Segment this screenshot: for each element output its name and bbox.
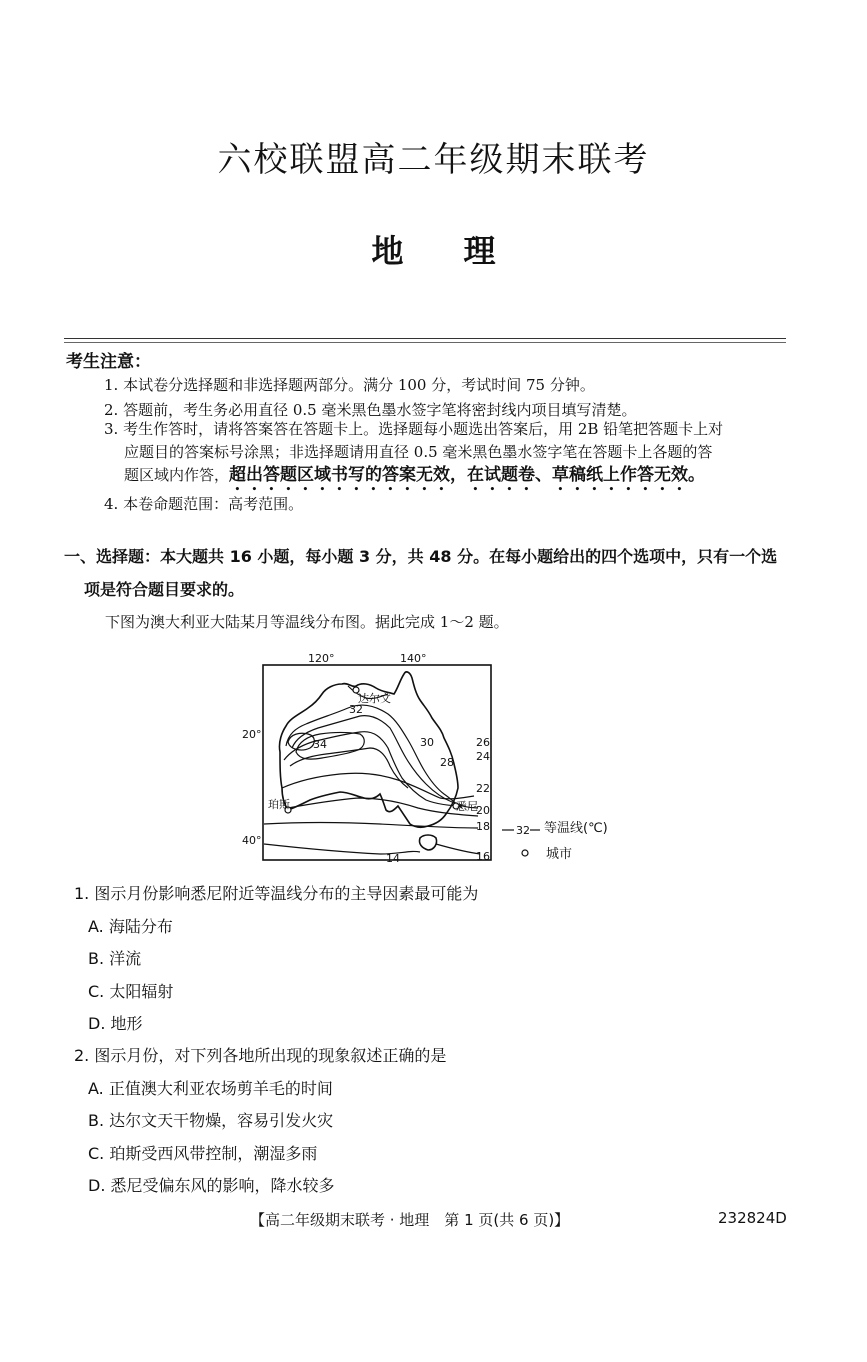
notice-item-3-end-text: 题区域内作答， bbox=[124, 466, 230, 484]
legend-city-label: 城市 bbox=[546, 847, 573, 862]
isotherm-16 bbox=[436, 844, 480, 854]
page-footer: 【高二年级期末联考 · 地理 第 1 页(共 6 页)】 bbox=[250, 1211, 570, 1229]
city-sydney-label: 悉尼 bbox=[456, 800, 478, 813]
question-1-stem: 1. 图示月份影响悉尼附近等温线分布的主导因素最可能为 bbox=[74, 884, 479, 903]
notice-item-4: 4. 本卷命题范围：高考范围。 bbox=[104, 495, 304, 513]
question-2-option-b: B. 达尔文天干物燥，容易引发火灾 bbox=[88, 1111, 334, 1130]
notice-item-1: 1. 本试卷分选择题和非选择题两部分。满分 100 分，考试时间 75 分钟。 bbox=[104, 376, 595, 394]
isotherm-label-34: 34 bbox=[313, 738, 327, 751]
isotherm-label-20: 20 bbox=[476, 804, 490, 817]
section-heading-line2: 项是符合题目要求的。 bbox=[84, 580, 245, 599]
question-2-option-a: A. 正值澳大利亚农场剪羊毛的时间 bbox=[88, 1079, 333, 1098]
lat-label-20: 20° bbox=[242, 728, 262, 741]
isotherm-label-32: 32 bbox=[349, 703, 363, 716]
city-perth-label: 珀斯 bbox=[268, 798, 290, 811]
isotherm-label-30: 30 bbox=[420, 736, 434, 749]
divider-top bbox=[64, 338, 786, 339]
notice-heading: 考生注意： bbox=[66, 352, 151, 372]
isotherm-18 bbox=[264, 823, 478, 829]
isotherm-label-16: 16 bbox=[476, 850, 490, 863]
isotherm-label-24: 24 bbox=[476, 750, 490, 763]
legend-city-marker bbox=[522, 850, 528, 856]
isotherm-label-14: 14 bbox=[386, 852, 400, 865]
isotherm-label-26: 26 bbox=[476, 736, 490, 749]
notice-item-2: 2. 答题前，考生务必用直径 0.5 毫米黑色墨水签字笔将密封线内项目填写清楚。 bbox=[104, 401, 637, 419]
legend-isotherm-label: 等温线(℃) bbox=[544, 821, 608, 836]
question-2-option-c: C. 珀斯受西风带控制，潮湿多雨 bbox=[88, 1144, 318, 1163]
notice-item-3-end bbox=[124, 463, 804, 495]
question-2-option-d: D. 悉尼受偏东风的影响，降水较多 bbox=[88, 1176, 335, 1195]
question-1-option-c: C. 太阳辐射 bbox=[88, 982, 174, 1001]
lat-label-40: 40° bbox=[242, 834, 262, 847]
isotherm-label-22: 22 bbox=[476, 782, 490, 795]
exam-title: 六校联盟高二年级期末联考 bbox=[217, 140, 650, 180]
isotherm-32-inner bbox=[296, 733, 364, 760]
question-1-option-a: A. 海陆分布 bbox=[88, 917, 173, 936]
isotherm-map bbox=[230, 648, 630, 870]
question-1-option-d: D. 地形 bbox=[88, 1014, 143, 1033]
lon-label-120: 120° bbox=[308, 652, 335, 665]
tasmania-outline bbox=[419, 835, 436, 850]
legend-isotherm-sample: 32 bbox=[516, 824, 530, 837]
question-1-option-b: B. 洋流 bbox=[88, 949, 142, 968]
question-2-stem: 2. 图示月份，对下列各地所出现的现象叙述正确的是 bbox=[74, 1046, 447, 1065]
paper-code: 232824D bbox=[718, 1209, 787, 1227]
lon-label-140: 140° bbox=[400, 652, 427, 665]
notice-emphasis: 超出答题区域书写的答案无效，在试题卷、草稿纸上作答无效。 bbox=[229, 465, 706, 485]
subject-title: 地理 bbox=[371, 232, 556, 270]
divider-bottom bbox=[64, 342, 786, 343]
isotherm-label-28: 28 bbox=[440, 756, 454, 769]
city-darwin-label: 达尔文 bbox=[358, 692, 391, 705]
section-heading-line1: 一、选择题：本大题共 16 小题，每小题 3 分，共 48 分。在每小题给出的四个选项中，只有一个选 bbox=[64, 547, 778, 566]
isotherm-label-18: 18 bbox=[476, 820, 490, 833]
notice-item-3: 3. 考生作答时，请将答案答在答题卡上。选择题每小题选出答案后，用 2B 铅笔把答题卡上对 bbox=[104, 420, 724, 438]
notice-item-3-cont: 应题目的答案标号涂黑；非选择题请用直径 0.5 毫米黑色墨水签字笔在答题卡上各题的答 bbox=[124, 443, 713, 461]
figure-intro: 下图为澳大利亚大陆某月等温线分布图。据此完成 1～2 题。 bbox=[105, 613, 509, 631]
